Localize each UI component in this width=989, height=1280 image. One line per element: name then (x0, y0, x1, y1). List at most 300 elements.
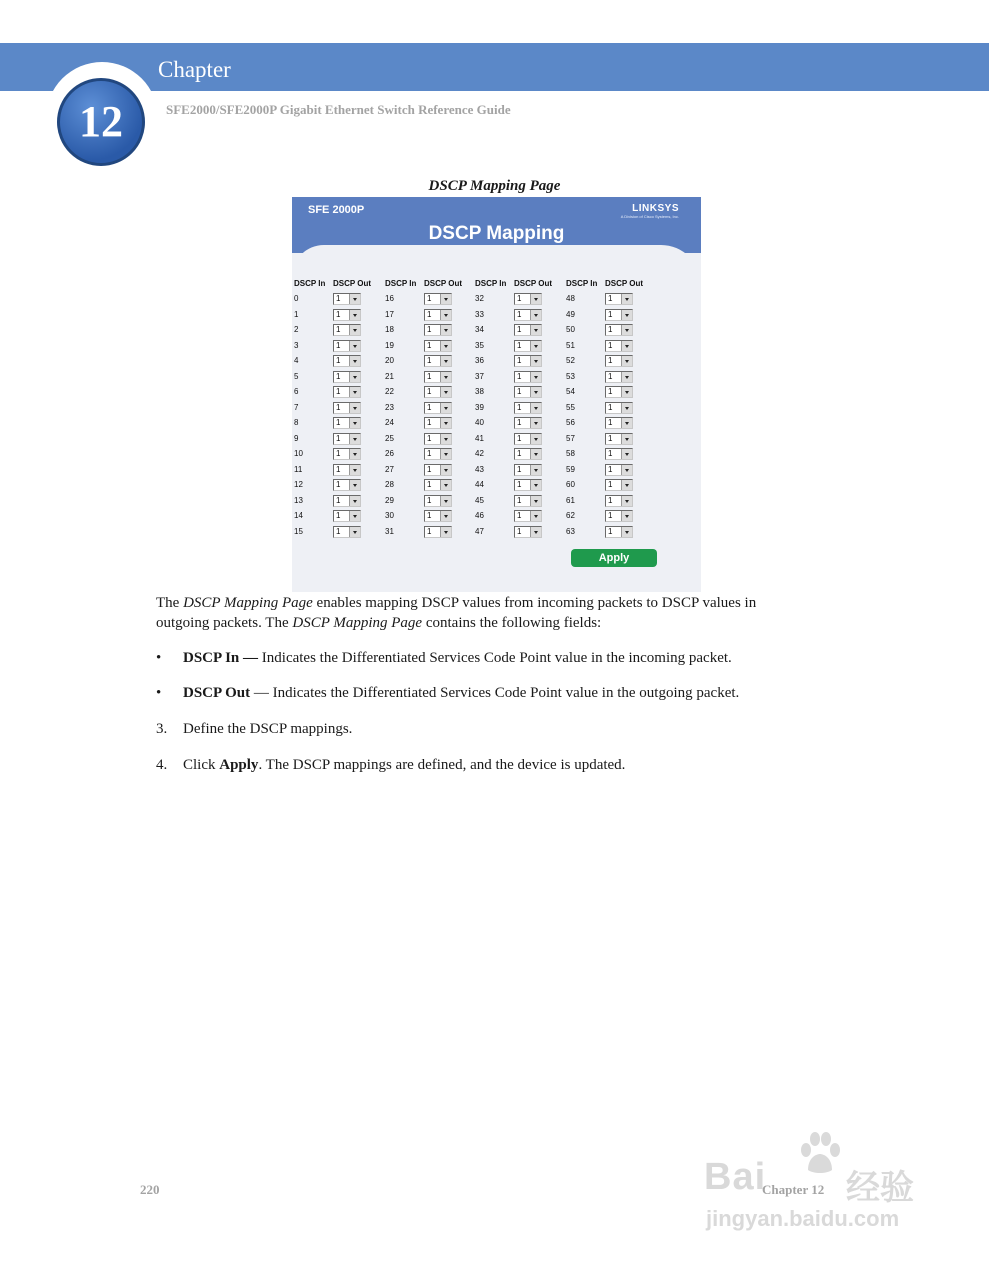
apply-button[interactable]: Apply (571, 549, 657, 567)
bullet-marker: • (156, 685, 162, 701)
chevron-down-icon (444, 298, 448, 301)
chevron-down-icon (625, 345, 629, 348)
dscp-out-select[interactable] (333, 386, 361, 398)
step-number: 3. (156, 721, 168, 737)
dscp-out-select[interactable] (605, 526, 633, 538)
dscp-out-select[interactable] (424, 355, 452, 367)
chevron-down-icon (534, 515, 538, 518)
dscp-out-select[interactable] (605, 479, 633, 491)
dscp-row (294, 478, 384, 493)
step-text-rest: . The DSCP mappings are defined, and the device is updated. (258, 757, 626, 773)
dscp-out-select[interactable] (605, 417, 633, 429)
chevron-down-icon (625, 298, 629, 301)
dscp-out-select[interactable] (514, 371, 542, 383)
intro-text-4: contains the following fields: (422, 614, 602, 631)
chapter-banner (0, 43, 989, 91)
chevron-down-icon (534, 438, 538, 441)
chevron-down-icon (353, 531, 357, 534)
dropdown-button[interactable] (621, 496, 632, 506)
dscp-in-value: 38 (475, 387, 484, 396)
dscp-out-select[interactable] (514, 355, 542, 367)
dscp-out-select[interactable] (514, 402, 542, 414)
dropdown-button[interactable] (530, 310, 541, 320)
dscp-row (475, 416, 565, 431)
dscp-in-value: 23 (385, 402, 394, 412)
dscp-row (385, 525, 475, 540)
dropdown-button[interactable] (530, 372, 541, 382)
chevron-down-icon (353, 469, 357, 472)
dscp-out-value: 1 (517, 371, 522, 381)
dropdown-button[interactable] (530, 527, 541, 537)
step-number: 4. (156, 757, 168, 773)
dscp-in-header: DSCP In (566, 279, 598, 288)
dropdown-button[interactable] (621, 480, 632, 490)
dscp-in-value: 16 (385, 294, 394, 303)
dropdown-button[interactable] (349, 341, 360, 351)
dscp-out-value: 1 (608, 480, 613, 489)
dropdown-button[interactable] (621, 449, 632, 459)
intro-text-2: enables mapping DSCP values from incoming packets to DSCP values in (312, 595, 757, 611)
dropdown-button[interactable] (440, 449, 451, 459)
dscp-out-select[interactable] (424, 417, 452, 429)
dscp-in-header: DSCP In (475, 279, 507, 288)
dscp-row (294, 509, 384, 524)
dscp-out-value: 1 (336, 526, 341, 536)
dscp-out-value: 1 (608, 294, 613, 303)
dscp-out-select[interactable] (605, 340, 633, 352)
dropdown-button[interactable] (349, 434, 360, 444)
dscp-out-select[interactable] (424, 386, 452, 398)
dscp-in-value: 3 (294, 340, 299, 350)
dscp-row (385, 339, 475, 354)
dropdown-button[interactable] (621, 418, 632, 428)
dropdown-button[interactable] (530, 449, 541, 459)
dropdown-button[interactable] (349, 372, 360, 382)
dscp-out-value: 1 (336, 387, 341, 396)
dropdown-button[interactable] (621, 403, 632, 413)
dropdown-button[interactable] (530, 341, 541, 351)
dscp-in-value: 58 (566, 449, 575, 458)
dscp-in-value: 21 (385, 371, 394, 381)
dscp-in-value: 42 (475, 449, 484, 458)
dscp-in-value: 32 (475, 294, 484, 303)
dropdown-button[interactable] (440, 356, 451, 366)
dscp-out-value: 1 (608, 495, 613, 505)
dscp-out-select[interactable] (333, 355, 361, 367)
dscp-out-select[interactable] (514, 479, 542, 491)
dscp-row (385, 509, 475, 524)
dropdown-button[interactable] (530, 465, 541, 475)
dscp-row (294, 292, 384, 307)
dscp-out-select[interactable] (605, 371, 633, 383)
dscp-out-value: 1 (608, 402, 613, 412)
chevron-down-icon (534, 407, 538, 410)
dscp-out-value: 1 (608, 511, 613, 520)
dropdown-button[interactable] (621, 310, 632, 320)
dscp-out-select[interactable] (333, 526, 361, 538)
dropdown-button[interactable] (440, 511, 451, 521)
dscp-out-value: 1 (517, 511, 522, 520)
dscp-out-select[interactable] (424, 479, 452, 491)
dscp-out-value: 1 (517, 526, 522, 536)
chevron-down-icon (534, 360, 538, 363)
dscp-row (475, 432, 565, 447)
dropdown-button[interactable] (349, 356, 360, 366)
dscp-out-value: 1 (608, 526, 613, 536)
dscp-out-select[interactable] (605, 495, 633, 507)
dropdown-button[interactable] (440, 496, 451, 506)
dscp-in-value: 17 (385, 309, 394, 319)
dscp-row (385, 401, 475, 416)
dscp-row (475, 292, 565, 307)
dscp-out-select[interactable] (424, 371, 452, 383)
dscp-in-value: 55 (566, 402, 575, 412)
dropdown-button[interactable] (440, 527, 451, 537)
dropdown-button[interactable] (621, 341, 632, 351)
dscp-row (566, 432, 656, 447)
dropdown-button[interactable] (440, 434, 451, 444)
dscp-out-value: 1 (336, 480, 341, 489)
dscp-out-select[interactable] (605, 324, 633, 336)
dscp-out-select[interactable] (333, 464, 361, 476)
dscp-out-value: 1 (427, 418, 432, 427)
dscp-out-value: 1 (517, 480, 522, 489)
dropdown-button[interactable] (349, 480, 360, 490)
dscp-out-value: 1 (427, 402, 432, 412)
chevron-down-icon (625, 531, 629, 534)
dscp-out-select[interactable] (605, 464, 633, 476)
dscp-out-header: DSCP Out (424, 279, 463, 288)
dropdown-button[interactable] (440, 480, 451, 490)
dscp-out-select[interactable] (333, 371, 361, 383)
step-text: Define the DSCP mappings. (183, 721, 353, 737)
dscp-in-value: 33 (475, 309, 484, 319)
dscp-out-value: 1 (427, 526, 432, 536)
dropdown-button[interactable] (440, 418, 451, 428)
dropdown-button[interactable] (530, 434, 541, 444)
dscp-out-select[interactable] (514, 433, 542, 445)
dscp-in-value: 10 (294, 449, 303, 458)
dscp-in-value: 30 (385, 511, 394, 520)
dscp-row (385, 370, 475, 385)
dropdown-button[interactable] (621, 527, 632, 537)
dscp-out-value: 1 (517, 387, 522, 396)
dscp-row (385, 494, 475, 509)
dropdown-button[interactable] (530, 356, 541, 366)
dscp-out-select[interactable] (605, 309, 633, 321)
dscp-out-value: 1 (336, 340, 341, 350)
dscp-out-select[interactable] (424, 464, 452, 476)
dropdown-button[interactable] (349, 387, 360, 397)
dscp-row (294, 354, 384, 369)
dscp-out-value: 1 (336, 371, 341, 381)
chevron-down-icon (444, 484, 448, 487)
dropdown-button[interactable] (349, 310, 360, 320)
dropdown-button[interactable] (621, 511, 632, 521)
dscp-in-value: 41 (475, 433, 484, 443)
dscp-out-select[interactable] (514, 495, 542, 507)
dropdown-button[interactable] (349, 325, 360, 335)
dscp-out-select[interactable] (333, 324, 361, 336)
chevron-down-icon (353, 438, 357, 441)
dscp-out-select[interactable] (424, 526, 452, 538)
chevron-down-icon (444, 500, 448, 503)
dscp-out-select[interactable] (424, 324, 452, 336)
chevron-down-icon (444, 329, 448, 332)
dscp-out-select[interactable] (605, 448, 633, 460)
dscp-out-select[interactable] (605, 510, 633, 522)
dscp-in-value: 63 (566, 526, 575, 536)
dscp-out-select[interactable] (424, 293, 452, 305)
dscp-in-value: 25 (385, 433, 394, 443)
dropdown-button[interactable] (530, 480, 541, 490)
dscp-out-value: 1 (427, 356, 432, 365)
dscp-out-select[interactable] (514, 417, 542, 429)
dscp-out-select[interactable] (605, 293, 633, 305)
dscp-out-select[interactable] (333, 309, 361, 321)
dscp-out-value: 1 (336, 433, 341, 443)
dscp-in-value: 34 (475, 325, 484, 334)
dscp-out-select[interactable] (333, 402, 361, 414)
chevron-down-icon (534, 314, 538, 317)
dropdown-button[interactable] (440, 310, 451, 320)
dscp-in-header: DSCP In (294, 279, 326, 288)
dscp-out-select[interactable] (514, 448, 542, 460)
dscp-out-value: 1 (517, 433, 522, 443)
dscp-in-value: 26 (385, 449, 394, 458)
chevron-down-icon (534, 298, 538, 301)
dscp-out-select[interactable] (424, 433, 452, 445)
dscp-out-select[interactable] (424, 495, 452, 507)
chevron-down-icon (534, 422, 538, 425)
dscp-out-value: 1 (608, 325, 613, 334)
dscp-row (566, 463, 656, 478)
dropdown-button[interactable] (530, 418, 541, 428)
dscp-out-select[interactable] (333, 448, 361, 460)
dscp-out-select[interactable] (333, 479, 361, 491)
dscp-out-select[interactable] (514, 293, 542, 305)
dropdown-button[interactable] (440, 387, 451, 397)
dscp-in-value: 60 (566, 480, 575, 489)
dscp-in-value: 14 (294, 511, 303, 520)
dropdown-button[interactable] (530, 403, 541, 413)
chevron-down-icon (353, 453, 357, 456)
dropdown-button[interactable] (530, 511, 541, 521)
dscp-out-select[interactable] (424, 510, 452, 522)
dscp-out-select[interactable] (333, 495, 361, 507)
dropdown-button[interactable] (349, 465, 360, 475)
dropdown-button[interactable] (349, 496, 360, 506)
dropdown-button[interactable] (621, 434, 632, 444)
chevron-down-icon (534, 391, 538, 394)
dropdown-button[interactable] (440, 403, 451, 413)
dropdown-button[interactable] (440, 465, 451, 475)
dropdown-button[interactable] (621, 387, 632, 397)
dscp-out-value: 1 (427, 511, 432, 520)
watermark-logo-text: Bai (704, 1156, 767, 1198)
dscp-in-value: 44 (475, 480, 484, 489)
dropdown-button[interactable] (530, 325, 541, 335)
dscp-out-value: 1 (336, 449, 341, 458)
dscp-out-value: 1 (608, 418, 613, 427)
dscp-out-select[interactable] (333, 510, 361, 522)
dscp-row (475, 354, 565, 369)
dscp-out-select[interactable] (333, 417, 361, 429)
dscp-out-header: DSCP Out (333, 279, 372, 288)
dscp-out-value: 1 (517, 449, 522, 458)
dropdown-button[interactable] (621, 356, 632, 366)
dscp-out-value: 1 (517, 340, 522, 350)
dscp-row (566, 354, 656, 369)
chevron-down-icon (534, 469, 538, 472)
dropdown-button[interactable] (621, 325, 632, 335)
dscp-row (566, 308, 656, 323)
guide-title: SFE2000/SFE2000P Gigabit Ethernet Switch Reference Guide (166, 102, 511, 117)
dscp-out-value: 1 (336, 294, 341, 303)
dscp-out-select[interactable] (605, 433, 633, 445)
dropdown-button[interactable] (349, 511, 360, 521)
chevron-down-icon (625, 469, 629, 472)
dropdown-button[interactable] (530, 387, 541, 397)
dscp-in-value: 49 (566, 309, 575, 319)
dscp-row (385, 323, 475, 338)
dscp-out-select[interactable] (605, 355, 633, 367)
dropdown-button[interactable] (621, 372, 632, 382)
dscp-in-value: 51 (566, 340, 575, 350)
chevron-down-icon (625, 314, 629, 317)
dscp-out-select[interactable] (514, 510, 542, 522)
chevron-down-icon (353, 422, 357, 425)
dropdown-button[interactable] (440, 341, 451, 351)
dscp-in-value: 39 (475, 402, 484, 412)
dscp-in-value: 8 (294, 418, 299, 427)
dscp-out-select[interactable] (424, 340, 452, 352)
dscp-out-value: 1 (427, 464, 432, 474)
dscp-out-select[interactable] (333, 433, 361, 445)
chevron-down-icon (444, 469, 448, 472)
dscp-mapping-screenshot (292, 197, 701, 592)
dscp-out-value: 1 (427, 433, 432, 443)
dscp-in-value: 9 (294, 433, 299, 443)
dscp-row (475, 494, 565, 509)
chevron-down-icon (534, 453, 538, 456)
dscp-out-select[interactable] (514, 309, 542, 321)
chevron-down-icon (534, 345, 538, 348)
chevron-down-icon (534, 531, 538, 534)
dscp-out-value: 1 (427, 294, 432, 303)
chevron-down-icon (353, 298, 357, 301)
chevron-down-icon (444, 391, 448, 394)
dscp-out-value: 1 (517, 309, 522, 319)
dropdown-button[interactable] (621, 294, 632, 304)
dscp-in-value: 7 (294, 402, 299, 412)
dscp-out-select[interactable] (333, 293, 361, 305)
dscp-row (385, 416, 475, 431)
dscp-out-select[interactable] (424, 402, 452, 414)
dropdown-button[interactable] (349, 403, 360, 413)
dropdown-button[interactable] (349, 418, 360, 428)
dscp-in-value: 56 (566, 418, 575, 427)
chevron-down-icon (444, 407, 448, 410)
dropdown-button[interactable] (530, 496, 541, 506)
dscp-out-select[interactable] (514, 386, 542, 398)
bullet-term: DSCP In — (183, 650, 259, 666)
dropdown-button[interactable] (440, 372, 451, 382)
dscp-out-value: 1 (517, 418, 522, 427)
dscp-out-value: 1 (608, 340, 613, 350)
dscp-out-select[interactable] (333, 340, 361, 352)
dscp-in-value: 36 (475, 356, 484, 365)
dscp-in-value: 35 (475, 340, 484, 350)
dscp-out-value: 1 (336, 356, 341, 365)
chevron-down-icon (444, 438, 448, 441)
dscp-out-value: 1 (427, 449, 432, 458)
dscp-out-value: 1 (608, 356, 613, 365)
step-apply-term: Apply (219, 757, 259, 773)
page-number: 220 (140, 1182, 160, 1197)
intro-page-name-2: DSCP Mapping Page (292, 614, 423, 631)
chevron-down-icon (353, 484, 357, 487)
chevron-down-icon (353, 376, 357, 379)
chapter-number-badge: 12 (57, 78, 145, 166)
dscp-out-value: 1 (517, 464, 522, 474)
dscp-in-value: 19 (385, 340, 394, 350)
dscp-row (475, 370, 565, 385)
dscp-in-value: 48 (566, 294, 575, 303)
dscp-out-value: 1 (608, 387, 613, 396)
dscp-in-value: 0 (294, 294, 299, 303)
dscp-row (566, 416, 656, 431)
dscp-row (294, 308, 384, 323)
chevron-down-icon (625, 422, 629, 425)
dscp-row (385, 447, 475, 462)
dscp-out-select[interactable] (514, 324, 542, 336)
dscp-out-select[interactable] (424, 448, 452, 460)
dscp-in-value: 2 (294, 325, 299, 334)
dropdown-button[interactable] (440, 325, 451, 335)
dscp-in-value: 40 (475, 418, 484, 427)
dscp-out-select[interactable] (605, 402, 633, 414)
dscp-out-select[interactable] (514, 464, 542, 476)
dropdown-button[interactable] (621, 465, 632, 475)
dscp-out-value: 1 (427, 325, 432, 334)
chevron-down-icon (444, 376, 448, 379)
chapter-word: Chapter (158, 57, 231, 82)
dropdown-button[interactable] (530, 294, 541, 304)
figure-caption: DSCP Mapping Page (428, 178, 561, 194)
bullet-description: Indicates the Differentiated Services Code Point value in the incoming packet. (258, 650, 732, 666)
chevron-down-icon (353, 515, 357, 518)
dscp-in-value: 18 (385, 325, 394, 334)
dscp-out-value: 1 (336, 495, 341, 505)
dscp-in-value: 43 (475, 464, 484, 474)
chevron-down-icon (625, 407, 629, 410)
dscp-out-select[interactable] (605, 386, 633, 398)
dropdown-button[interactable] (349, 294, 360, 304)
dropdown-button[interactable] (349, 449, 360, 459)
dscp-out-select[interactable] (424, 309, 452, 321)
dscp-out-select[interactable] (514, 526, 542, 538)
dscp-out-select[interactable] (514, 340, 542, 352)
dropdown-button[interactable] (440, 294, 451, 304)
dscp-in-value: 53 (566, 371, 575, 381)
dropdown-button[interactable] (349, 527, 360, 537)
dscp-row (475, 339, 565, 354)
step-text: Click (183, 757, 220, 773)
dscp-row (475, 525, 565, 540)
dscp-in-value: 1 (294, 309, 299, 319)
dscp-row (385, 385, 475, 400)
